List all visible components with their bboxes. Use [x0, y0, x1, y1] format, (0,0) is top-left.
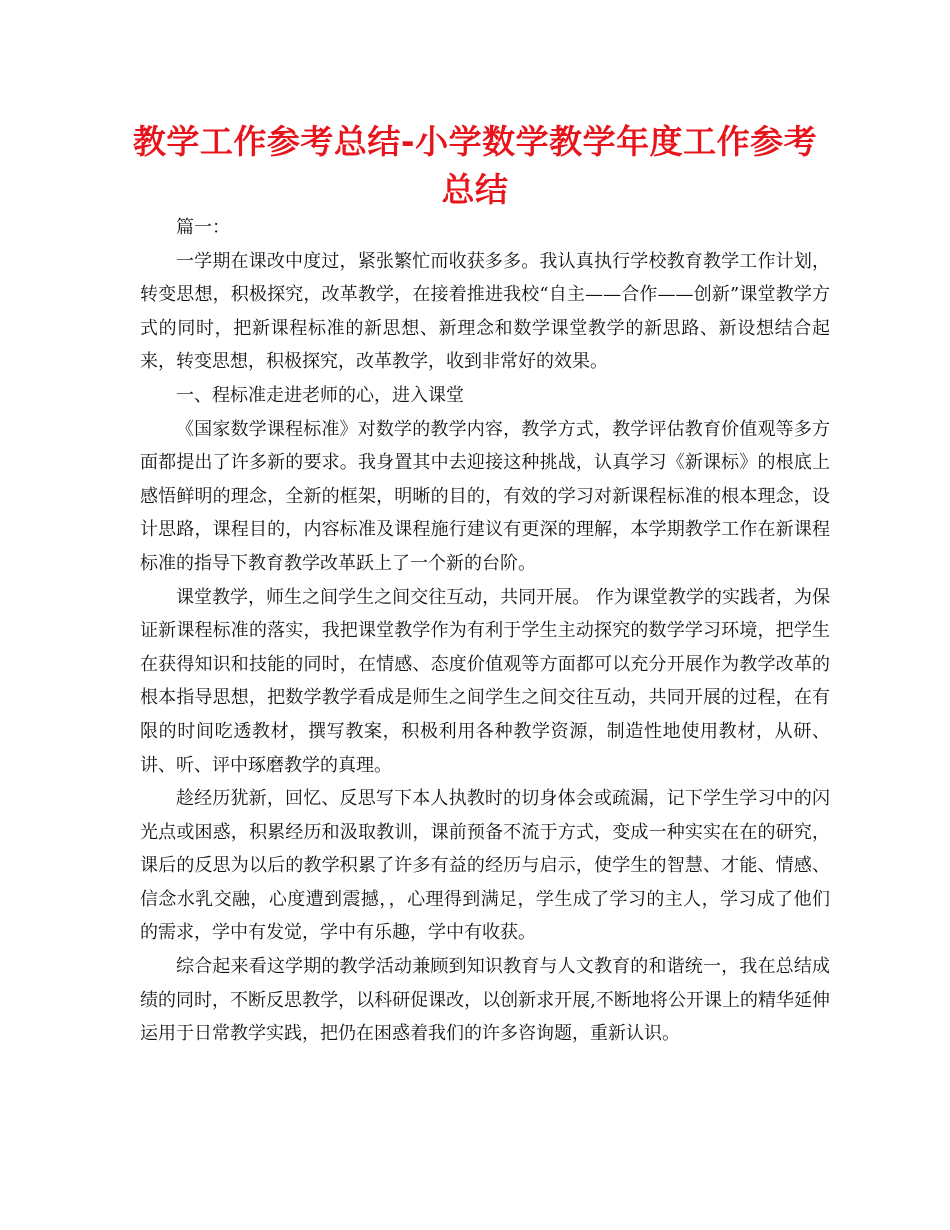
- paragraph-reflection: 趁经历犹新，回忆、反思写下本人执教时的切身体会或疏漏，记下学生学习中的闪光点或困惑，积累经历和汲取教训，课前预备不流于方式，变成一种实实在在的研究，课后的反思为以后的教学积累了许多有益的经历与启示，使学生的智慧、才能、情感、信念水乳交融，心度遭到震撼，，心理得到满足，学生成了学习的主人，学习成了他们的需求，学中有发觉，学中有乐趣，学中有收获。: [140, 788, 830, 944]
- paragraph-intro: 一学期在课改中度过，紧张繁忙而收获多多。我认真执行学校教育教学工作计划，转变思想，积极探究，改革教学，在接着推进我校“自主——合作——创新”课堂教学方式的同时，把新课程标准的新思想、新理念和数学课堂教学的新思路、新设想结合起来，转变思想，积极探究，改革教学，收到非常好的效果。: [140, 250, 830, 373]
- paragraph-classroom: 课堂教学，师生之间学生之间交往互动，共同开展。 作为课堂教学的实践者，为保证新课程标准的落实，我把课堂教学作为有利于学生主动探究的数学学习环境，把学生在获得知识和技能的同时，在情感、态度价值观等方面都可以充分开展作为教学改革的根本指导思想，把数学教学看成是师生之间学生之间交往互动，共同开展的过程，在有限的时间吃透教材，撰写教案，积极利用各种教学资源，制造性地使用教材，从研、讲、听、评中琢磨教学的真理。: [140, 586, 830, 776]
- section-heading: 一、程标准走进老师的心，进入课堂: [176, 384, 464, 406]
- document-title: 教学工作参考总结-小学数学教学年度工作参考总结: [132, 122, 818, 209]
- paragraph-summary: 综合起来看这学期的教学活动兼顾到知识教育与人文教育的和谐统一，我在总结成绩的同时，不断反思教学，以科研促课改，以创新求开展,不断地将公开课上的精华延伸运用于日常教学实践，把仍在困惑着我们的许多咨询题，重新认识。: [140, 956, 830, 1045]
- paragraph-standards: 《国家数学课程标准》对数学的教学内容，教学方式，教学评估教育价值观等多方面都提出了许多新的要求。我身置其中去迎接这种挑战，认真学习《新课标》的根底上感悟鲜明的理念，全新的框架，明晰的目的，有效的学习对新课程标准的根本理念，设计思路，课程目的，内容标准及课程施行建议有更深的理解，本学期教学工作在新课程标准的指导下教育教学改革跃上了一个新的台阶。: [140, 418, 830, 574]
- section-label: 篇一：: [176, 217, 230, 238]
- document-body: [140, 211, 830, 1051]
